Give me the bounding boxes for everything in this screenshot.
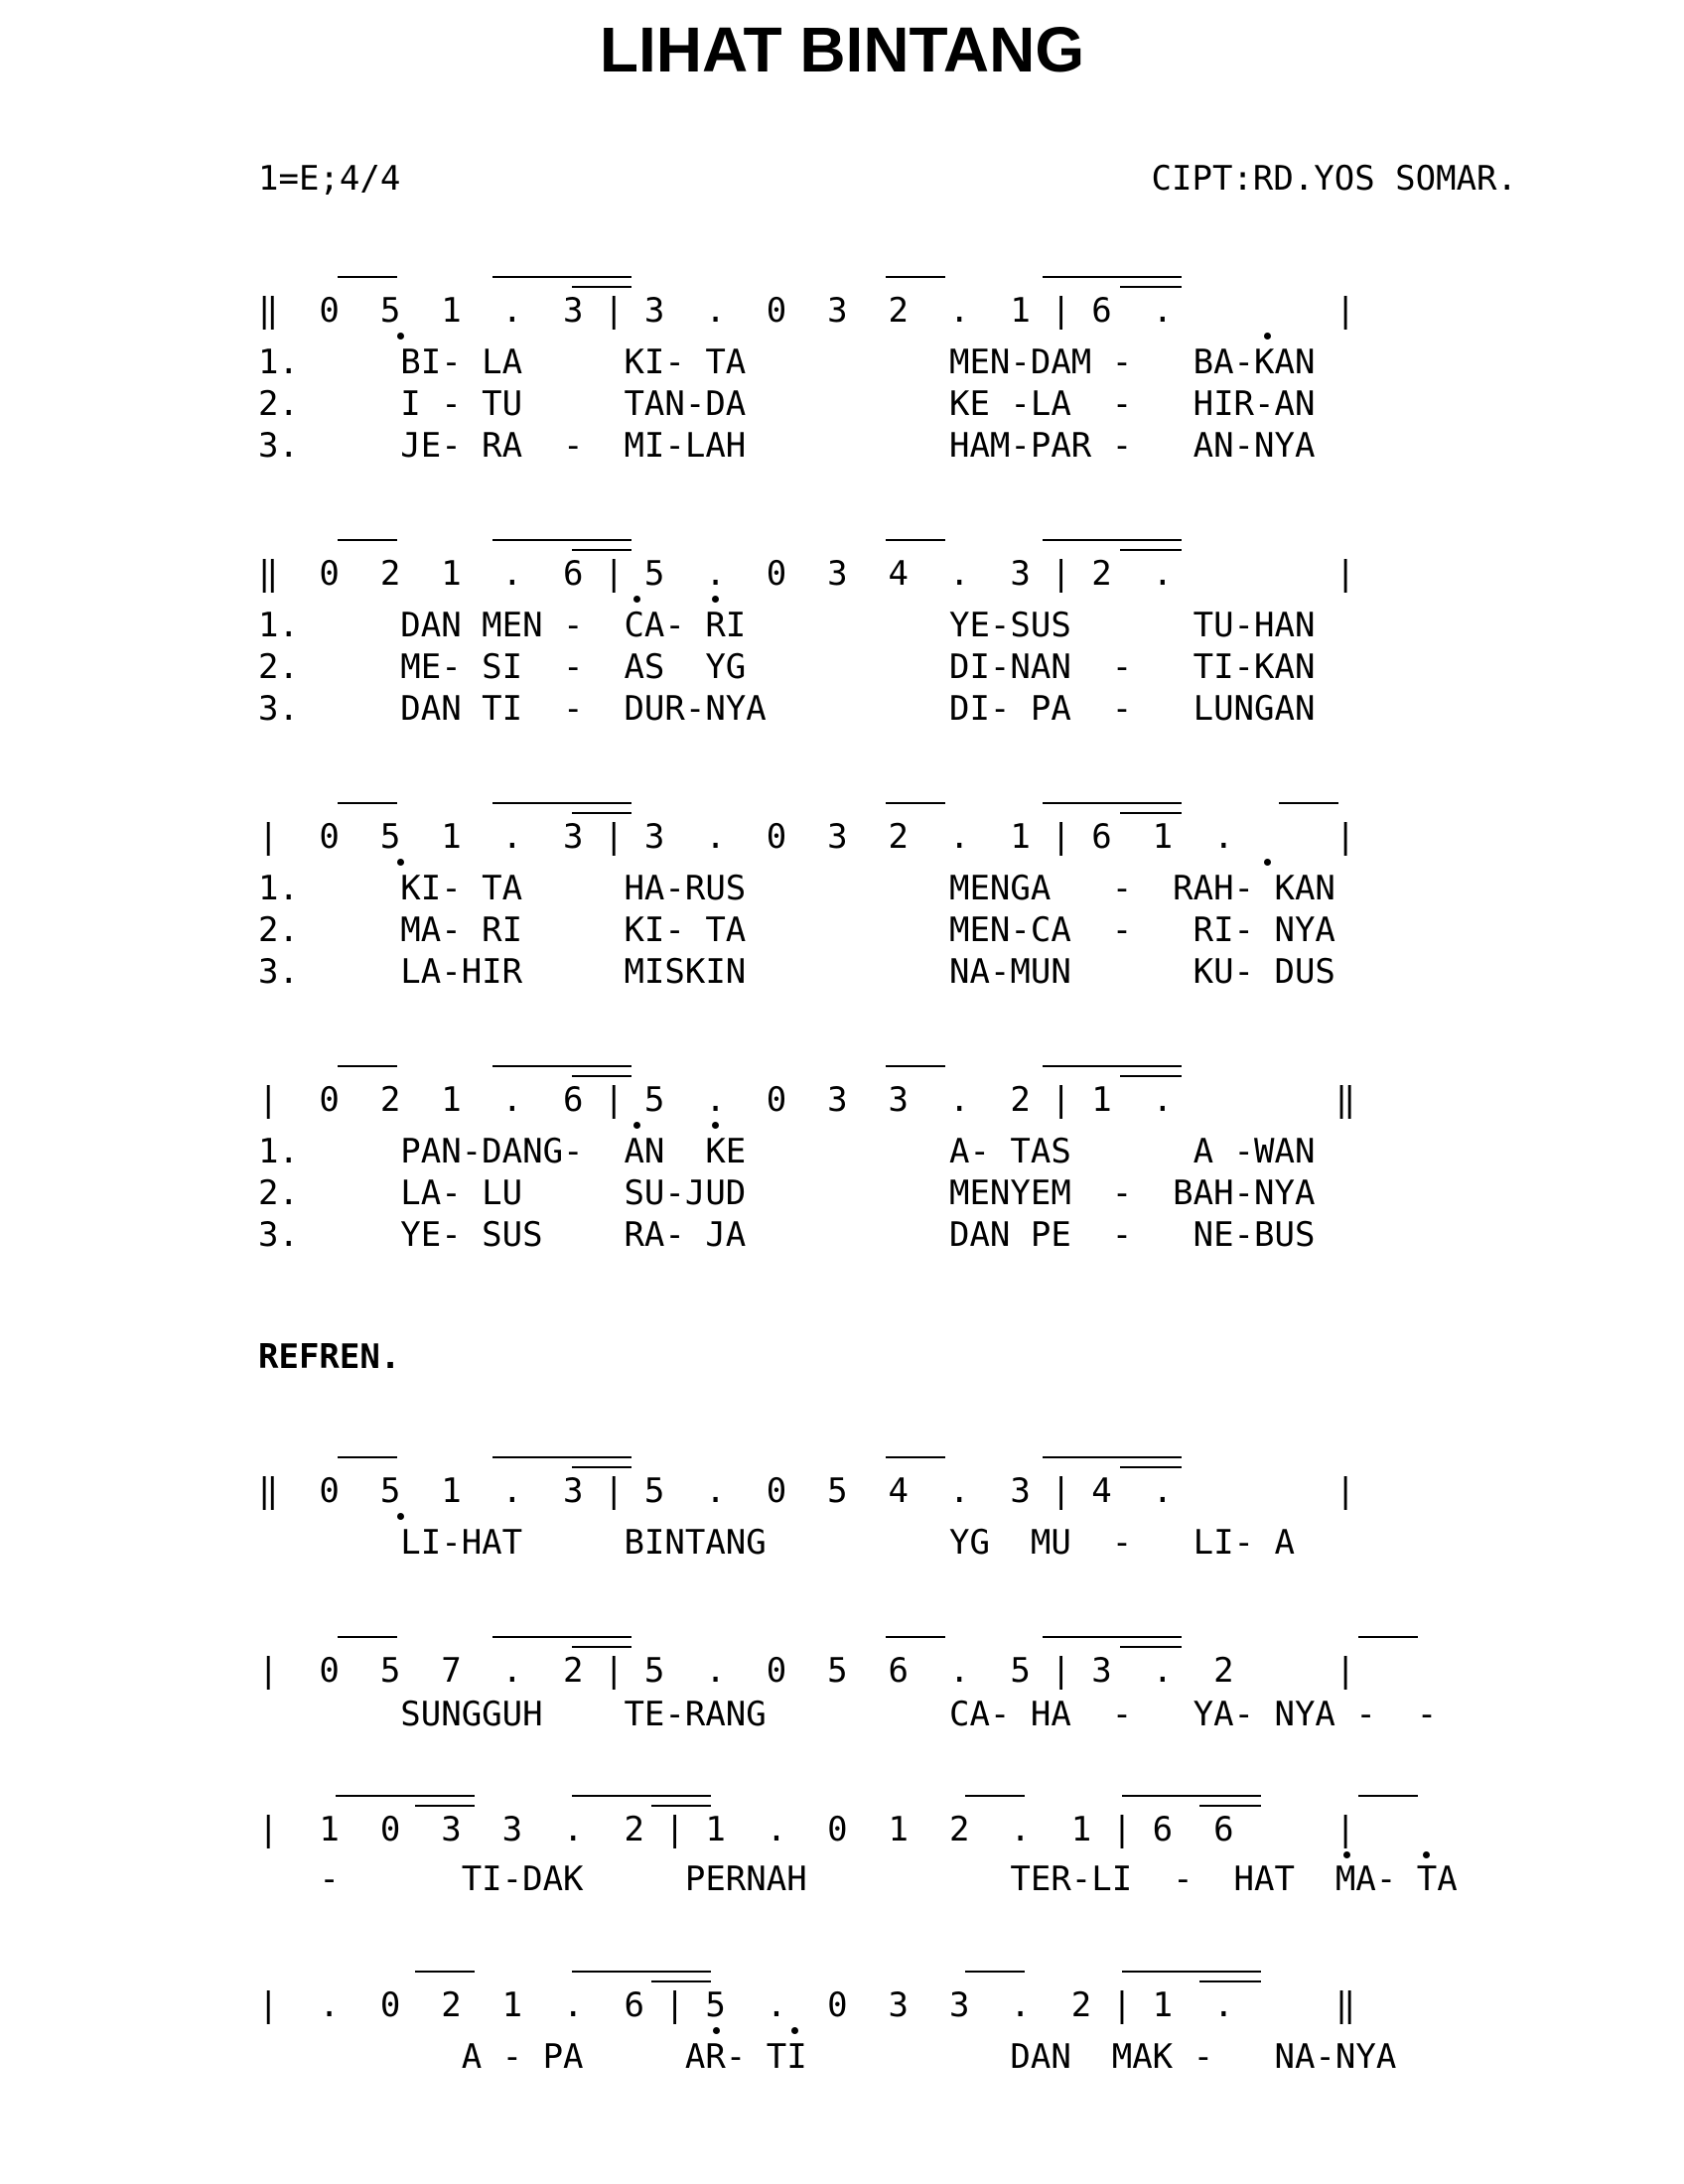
beam [1043, 276, 1182, 278]
beam [338, 1065, 397, 1067]
octave-dot [397, 859, 404, 866]
notes-line: | 0 5 1 . 3 | 3 . 0 3 2 . 1 | 6 1 . | [258, 817, 1356, 857]
notes-line: ‖ 0 5 1 . 3 | 3 . 0 3 2 . 1 | 6 . | [258, 291, 1356, 331]
beam [492, 276, 632, 278]
beam [572, 1466, 632, 1468]
octave-dot [397, 1513, 404, 1520]
beam [886, 802, 945, 804]
beam [338, 802, 397, 804]
refrain-label: REFREN. [258, 1337, 401, 1377]
beam [651, 1980, 711, 1982]
beam [338, 1456, 397, 1458]
octave-dot [397, 333, 404, 340]
lyric-line: 1. BI- LA KI- TA MEN-DAM - BA-KAN [258, 342, 1316, 382]
key-signature: 1=E;4/4 [258, 159, 401, 199]
notes-line: ‖ 0 2 1 . 6 | 5 . 0 3 4 . 3 | 2 . | [258, 554, 1356, 594]
octave-dot [712, 596, 719, 603]
beam [651, 1805, 711, 1807]
lyric-line: 1. PAN-DANG- AN KE A- TAS A -WAN [258, 1132, 1316, 1171]
beam [1279, 802, 1338, 804]
lyric-line: LI-HAT BINTANG YG MU - LI- A [258, 1523, 1295, 1563]
beam [1043, 802, 1182, 804]
beam [1120, 1646, 1182, 1648]
lyric-line: 1. KI- TA HA-RUS MENGA - RAH- KAN [258, 869, 1335, 908]
beam [1122, 1795, 1261, 1797]
beam [886, 276, 945, 278]
lyric-line: 3. LA-HIR MISKIN NA-MUN KU- DUS [258, 952, 1335, 992]
composer-credit: CIPT:RD.YOS SOMAR. [1151, 159, 1517, 199]
octave-dot [1343, 1851, 1350, 1858]
beam [492, 539, 632, 541]
notes-line: | 0 5 7 . 2 | 5 . 0 5 6 . 5 | 3 . 2 | [258, 1651, 1356, 1691]
beam [886, 1456, 945, 1458]
beam [572, 1075, 632, 1077]
octave-dot [633, 596, 640, 603]
octave-dot [712, 1122, 719, 1129]
lyric-line: 1. DAN MEN - CA- RI YE-SUS TU-HAN [258, 606, 1316, 645]
beam [886, 539, 945, 541]
beam [1120, 1466, 1182, 1468]
lyric-line: 3. DAN TI - DUR-NYA DI- PA - LUNGAN [258, 689, 1316, 729]
beam [1199, 1980, 1261, 1982]
beam [572, 1795, 711, 1797]
lyric-line: A - PA AR- TI DAN MAK - NA-NYA [258, 2037, 1397, 2077]
beam [1122, 1971, 1261, 1973]
beam [415, 1805, 475, 1807]
beam [1043, 1065, 1182, 1067]
beam [886, 1636, 945, 1638]
octave-dot [791, 2027, 798, 2034]
beam [1043, 1456, 1182, 1458]
octave-dot [1423, 1851, 1430, 1858]
beam [1043, 539, 1182, 541]
notes-line: | 1 0 3 3 . 2 | 1 . 0 1 2 . 1 | 6 6 | [258, 1810, 1356, 1849]
beam [1043, 1636, 1182, 1638]
beam [415, 1971, 475, 1973]
beam [572, 1646, 632, 1648]
lyric-line: 3. YE- SUS RA- JA DAN PE - NE-BUS [258, 1215, 1316, 1255]
beam [572, 549, 632, 551]
beam [1120, 549, 1182, 551]
lyric-line: 2. MA- RI KI- TA MEN-CA - RI- NYA [258, 910, 1335, 950]
beam [1120, 1075, 1182, 1077]
octave-dot [1264, 859, 1271, 866]
beam [1120, 286, 1182, 288]
beam [1358, 1795, 1418, 1797]
beam [336, 1795, 475, 1797]
beam [492, 1456, 632, 1458]
beam [965, 1795, 1025, 1797]
lyric-line: 3. JE- RA - MI-LAH HAM-PAR - AN-NYA [258, 426, 1316, 466]
song-title: LIHAT BINTANG [599, 14, 1085, 85]
notes-line: ‖ 0 5 1 . 3 | 5 . 0 5 4 . 3 | 4 . | [258, 1471, 1356, 1511]
beam [338, 539, 397, 541]
beam [338, 1636, 397, 1638]
notes-line: | . 0 2 1 . 6 | 5 . 0 3 3 . 2 | 1 . ‖ [258, 1985, 1356, 2025]
beam [492, 1065, 632, 1067]
beam [1120, 812, 1182, 814]
notes-line: | 0 2 1 . 6 | 5 . 0 3 3 . 2 | 1 . ‖ [258, 1080, 1356, 1120]
lyric-line: 2. ME- SI - AS YG DI-NAN - TI-KAN [258, 647, 1316, 687]
octave-dot [1264, 333, 1271, 340]
lyric-line: 2. I - TU TAN-DA KE -LA - HIR-AN [258, 384, 1316, 424]
beam [338, 276, 397, 278]
beam [572, 812, 632, 814]
beam [1358, 1636, 1418, 1638]
lyric-line: SUNGGUH TE-RANG CA- HA - YA- NYA - - [258, 1695, 1438, 1734]
beam [492, 1636, 632, 1638]
lyric-line: 2. LA- LU SU-JUD MENYEM - BAH-NYA [258, 1173, 1316, 1213]
beam [572, 286, 632, 288]
octave-dot [713, 2027, 720, 2034]
beam [1199, 1805, 1261, 1807]
beam [886, 1065, 945, 1067]
beam [572, 1971, 711, 1973]
beam [965, 1971, 1025, 1973]
lyric-line: - TI-DAK PERNAH TER-LI - HAT MA- TA [258, 1859, 1458, 1899]
beam [492, 802, 632, 804]
octave-dot [633, 1122, 640, 1129]
